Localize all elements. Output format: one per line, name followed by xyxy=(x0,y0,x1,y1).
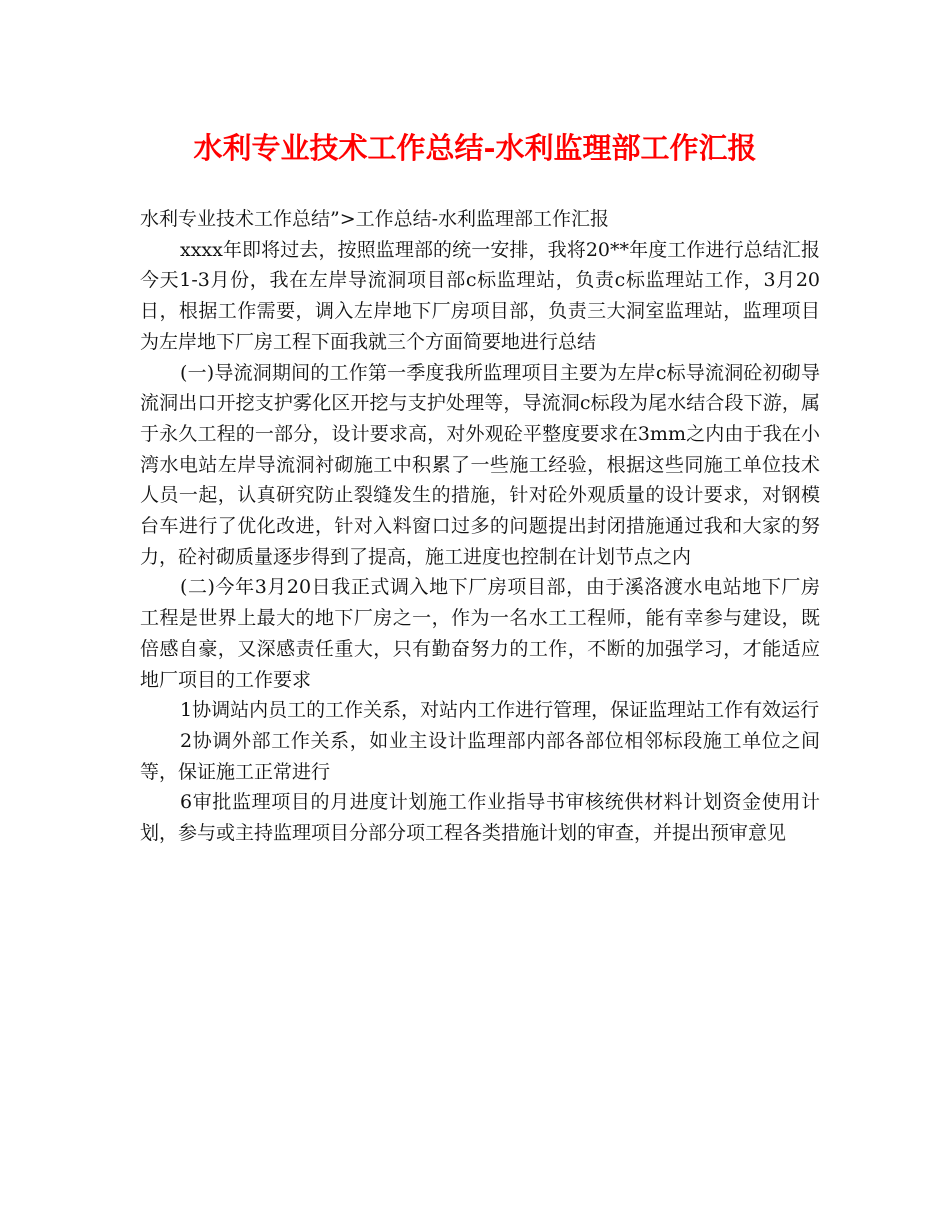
document-title: 水利专业技术工作总结-水利监理部工作汇报 xyxy=(193,131,757,165)
paragraph-item-2: 2协调外部工作关系，如业主设计监理部内部各部位相邻标段施工单位之间等，保证施工正常进行 xyxy=(140,729,820,783)
paragraph-section-1: (一)导流洞期间的工作第一季度我所监理项目主要为左岸c标导流洞砼初砌导流洞出口开挖支护雾化区开挖与支护处理等，导流洞c标段为尾水结合段下游，属于永久工程的一部分，设计要求高，对外观砼平整度要求在3mm之内由于我在小湾水电站左岸导流洞衬砌施工中积累了一些施工经验，根据这些同施工单位技术人员一起，认真研究防止裂缝发生的措施，针对砼外观质量的设计要求，对钢模台车进行了优化改进，针对入料窗口过多的问题提出封闭措施通过我和大家的努力，砼衬砌质量逐步得到了提高，施工进度也控制在计划节点之内 xyxy=(140,361,820,568)
document-body xyxy=(140,204,820,849)
paragraph-item-6: 6审批监理项目的月进度计划施工作业指导书审核统供材料计划资金使用计划，参与或主持监理项目分部分项工程各类措施计划的审查，并提出预审意见 xyxy=(140,791,820,845)
subtitle-line: 水利专业技术工作总结”>工作总结-水利监理部工作汇报 xyxy=(140,208,610,230)
paragraph-item-1: 1协调站内员工的工作关系，对站内工作进行管理，保证监理站工作有效运行 xyxy=(180,699,820,722)
paragraph-section-2: (二)今年3月20日我正式调入地下厂房项目部，由于溪洛渡水电站地下厂房工程是世界上最大的地下厂房之一，作为一名水工工程师，能有幸参与建设，既倍感自豪，又深感责任重大，只有勤奋努力的工作，不断的加强学习，才能适应地厂项目的工作要求 xyxy=(140,576,820,691)
paragraph-intro: xxxx年即将过去，按照监理部的统一安排，我将20**年度工作进行总结汇报今天1-3月份，我在左岸导流洞项目部c标监理站，负责c标监理站工作，3月20日，根据工作需要，调入左岸地下厂房项目部，负责三大洞室监理站，监理项目为左岸地下厂房工程下面我就三个方面简要地进行总结 xyxy=(140,238,820,353)
